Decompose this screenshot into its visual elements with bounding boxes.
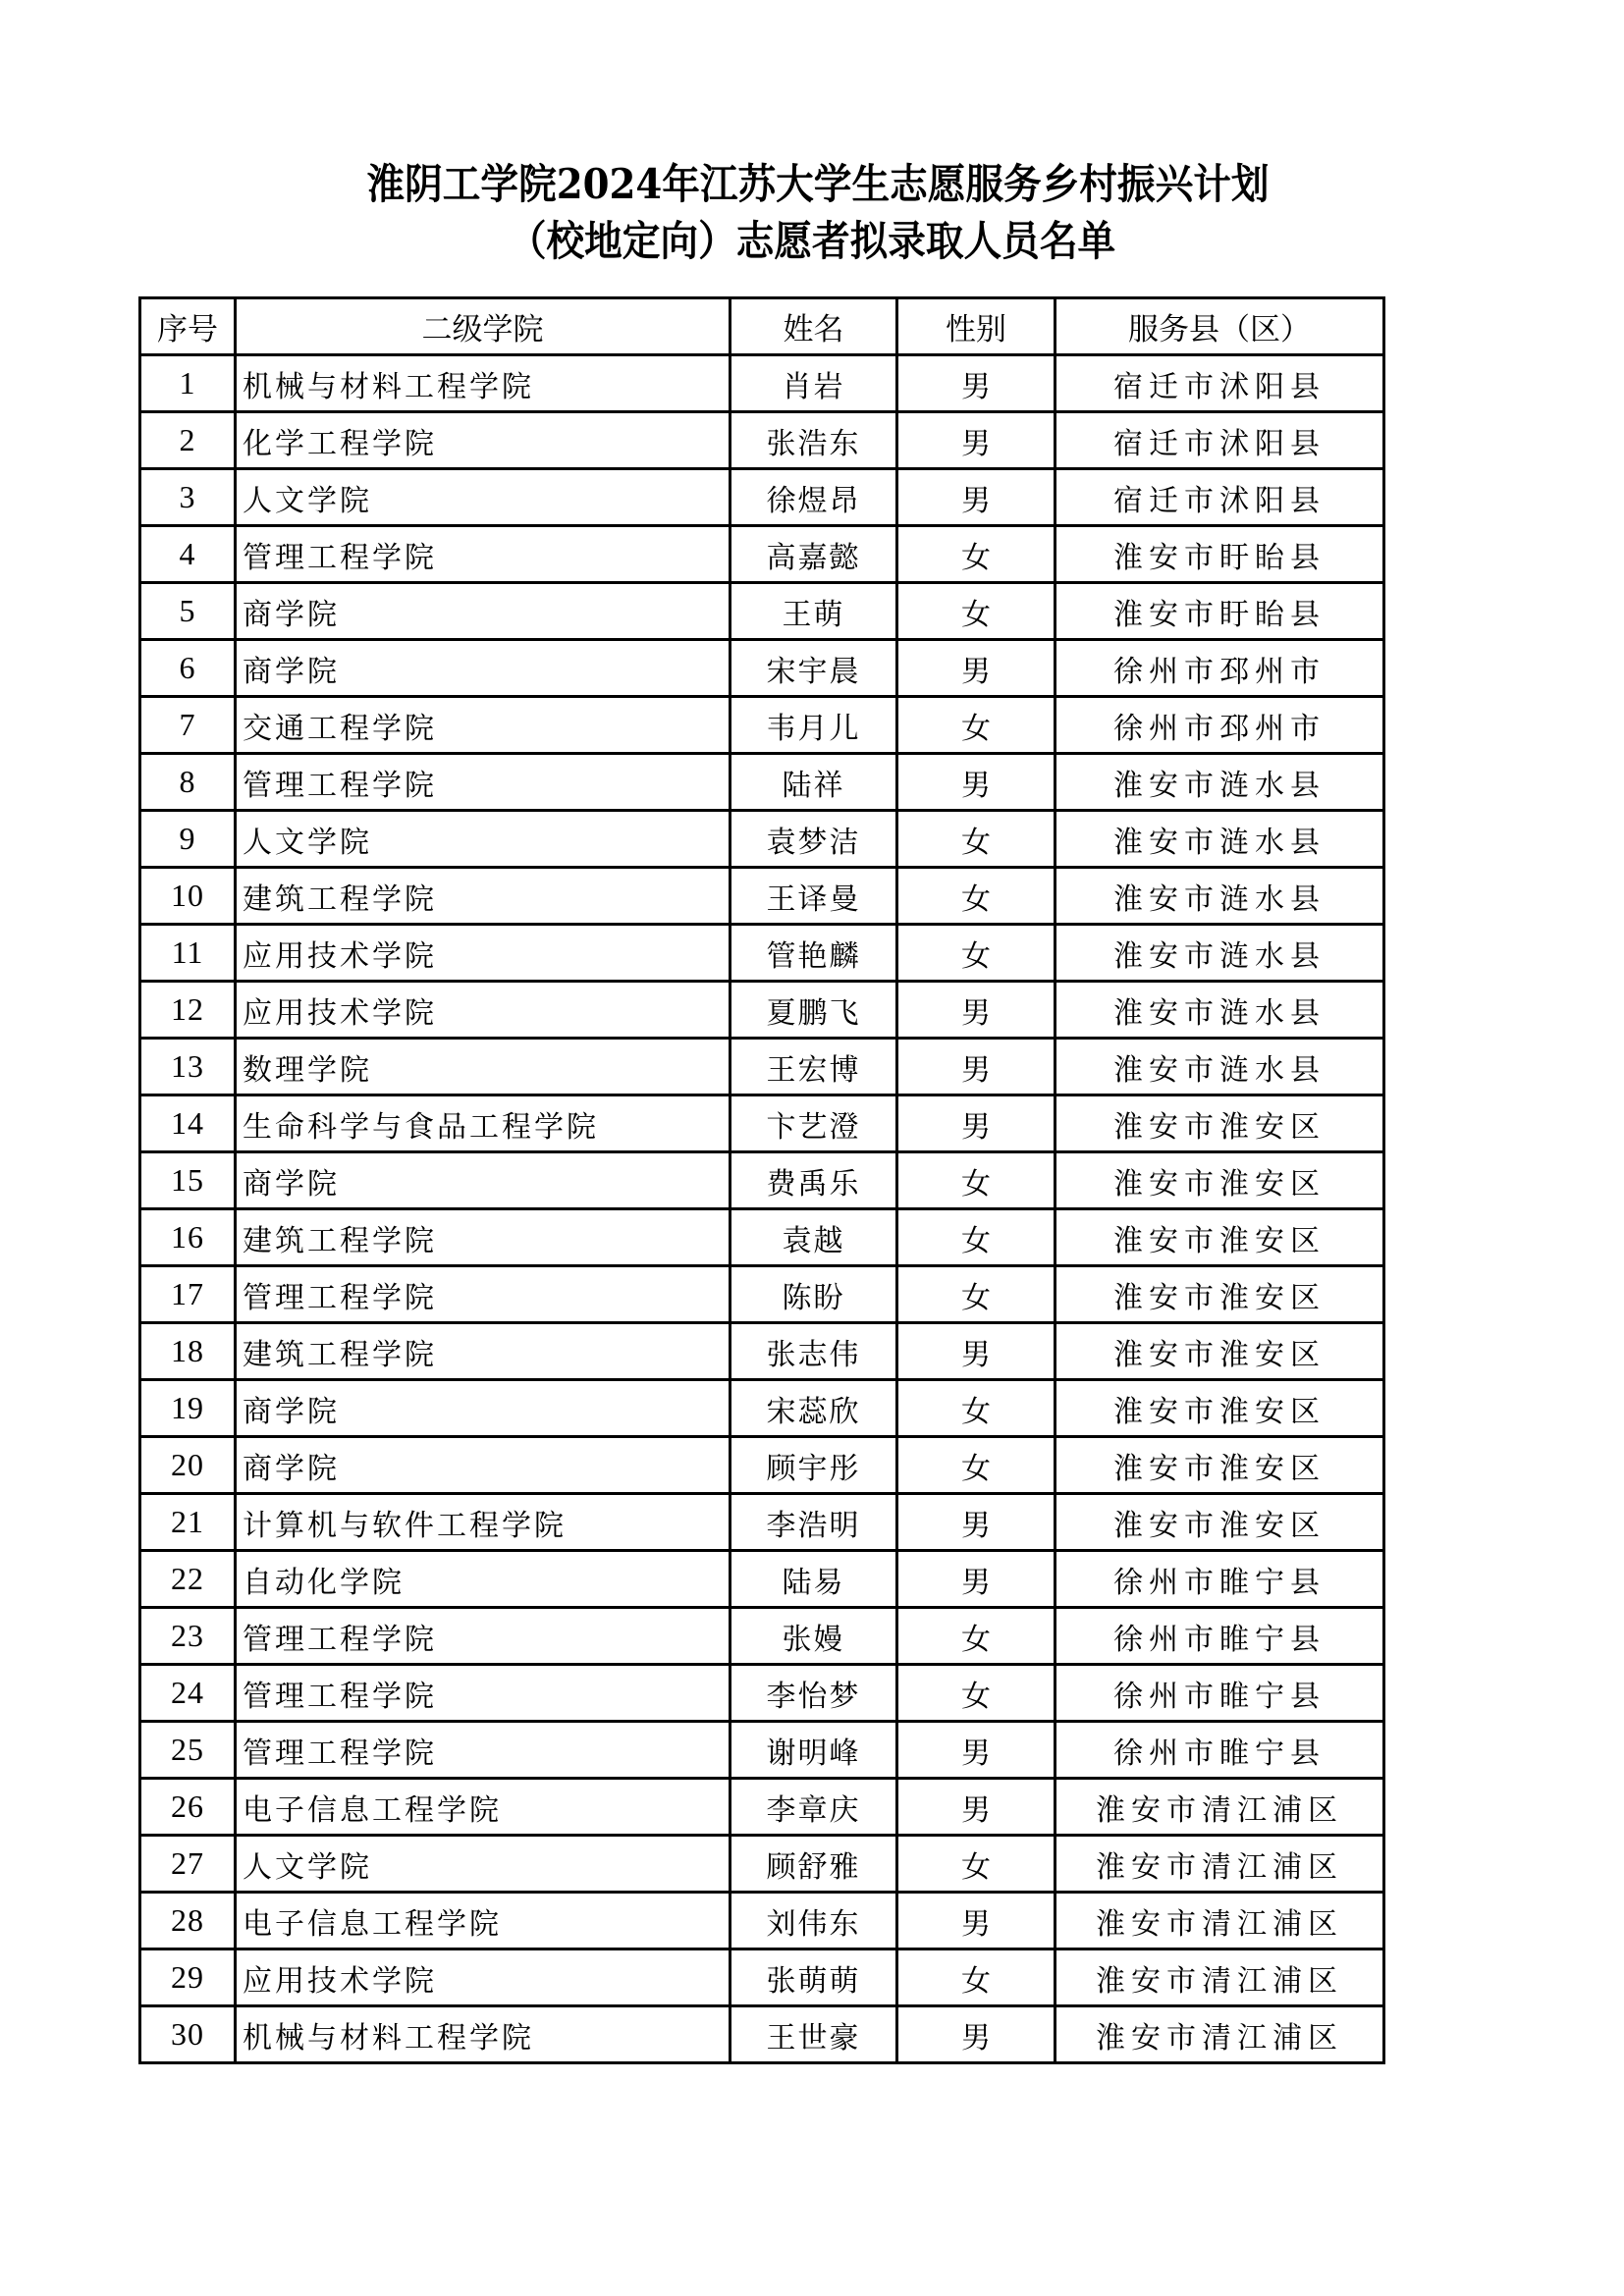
college-cell: 应用技术学院	[236, 982, 731, 1039]
college-cell: 机械与材料工程学院	[236, 355, 731, 412]
county-cell: 徐州市邳州市	[1056, 697, 1384, 754]
county-cell: 徐州市睢宁县	[1056, 1665, 1384, 1722]
county-cell: 淮安市清江浦区	[1056, 1893, 1384, 1949]
serial-number-cell: 4	[140, 526, 236, 583]
serial-number-cell: 24	[140, 1665, 236, 1722]
title-line-1: 淮阴工学院2024年江苏大学生志愿服务乡村振兴计划	[366, 160, 1270, 208]
gender-cell: 男	[897, 355, 1056, 412]
college-cell: 机械与材料工程学院	[236, 2006, 731, 2063]
county-cell: 淮安市清江浦区	[1056, 2006, 1384, 2063]
college-cell: 商学院	[236, 1437, 731, 1494]
county-cell: 宿迁市沭阳县	[1056, 469, 1384, 526]
name-cell: 徐煜昂	[731, 469, 897, 526]
gender-cell: 女	[897, 583, 1056, 640]
table-row	[140, 754, 1384, 811]
serial-number-cell: 23	[140, 1608, 236, 1665]
title-line-2: （校地定向）志愿者拟录取人员名单	[508, 217, 1116, 265]
table-row	[140, 2006, 1384, 2063]
county-cell: 徐州市睢宁县	[1056, 1551, 1384, 1608]
table-row	[140, 1266, 1384, 1323]
college-cell: 管理工程学院	[236, 754, 731, 811]
serial-number-cell: 10	[140, 868, 236, 925]
table-row	[140, 355, 1384, 412]
name-cell: 顾宇彤	[731, 1437, 897, 1494]
table-row	[140, 412, 1384, 469]
name-cell: 王宏博	[731, 1039, 897, 1095]
county-cell: 淮安市淮安区	[1056, 1209, 1384, 1266]
table-row	[140, 1152, 1384, 1209]
gender-cell: 女	[897, 1949, 1056, 2006]
table-row	[140, 1039, 1384, 1095]
name-cell: 李浩明	[731, 1494, 897, 1551]
table-row	[140, 640, 1384, 697]
table-row	[140, 1665, 1384, 1722]
table-row	[140, 583, 1384, 640]
table-row	[140, 1893, 1384, 1949]
gender-cell: 女	[897, 697, 1056, 754]
name-cell: 李怡梦	[731, 1665, 897, 1722]
gender-cell: 男	[897, 1893, 1056, 1949]
college-cell: 交通工程学院	[236, 697, 731, 754]
county-cell: 宿迁市沭阳县	[1056, 355, 1384, 412]
college-cell: 商学院	[236, 583, 731, 640]
county-cell: 淮安市涟水县	[1056, 1039, 1384, 1095]
serial-number-cell: 1	[140, 355, 236, 412]
table-row	[140, 1380, 1384, 1437]
gender-cell: 男	[897, 982, 1056, 1039]
name-cell: 张嫚	[731, 1608, 897, 1665]
table-row	[140, 868, 1384, 925]
table-row	[140, 1779, 1384, 1836]
gender-cell: 女	[897, 868, 1056, 925]
college-cell: 电子信息工程学院	[236, 1779, 731, 1836]
serial-number-cell: 8	[140, 754, 236, 811]
county-cell: 淮安市盱眙县	[1056, 526, 1384, 583]
serial-number-cell: 28	[140, 1893, 236, 1949]
admission-list-table	[138, 296, 1385, 2064]
serial-number-cell: 21	[140, 1494, 236, 1551]
serial-number-cell: 5	[140, 583, 236, 640]
name-cell: 张萌萌	[731, 1949, 897, 2006]
serial-number-cell: 18	[140, 1323, 236, 1380]
college-cell: 生命科学与食品工程学院	[236, 1095, 731, 1152]
college-cell: 建筑工程学院	[236, 1209, 731, 1266]
table-row	[140, 697, 1384, 754]
header-name: 姓名	[731, 298, 897, 355]
county-cell: 淮安市淮安区	[1056, 1380, 1384, 1437]
gender-cell: 男	[897, 640, 1056, 697]
county-cell: 徐州市睢宁县	[1056, 1722, 1384, 1779]
table-header-row	[140, 298, 1384, 355]
college-cell: 建筑工程学院	[236, 1323, 731, 1380]
table-row	[140, 1494, 1384, 1551]
college-cell: 管理工程学院	[236, 1608, 731, 1665]
college-cell: 应用技术学院	[236, 925, 731, 982]
college-cell: 人文学院	[236, 811, 731, 868]
name-cell: 王译曼	[731, 868, 897, 925]
college-cell: 管理工程学院	[236, 1266, 731, 1323]
table-body	[140, 355, 1384, 2063]
name-cell: 陆易	[731, 1551, 897, 1608]
header-serial-number: 序号	[140, 298, 236, 355]
serial-number-cell: 22	[140, 1551, 236, 1608]
college-cell: 人文学院	[236, 1836, 731, 1893]
county-cell: 淮安市淮安区	[1056, 1494, 1384, 1551]
county-cell: 淮安市清江浦区	[1056, 1836, 1384, 1893]
name-cell: 韦月儿	[731, 697, 897, 754]
serial-number-cell: 14	[140, 1095, 236, 1152]
gender-cell: 女	[897, 1437, 1056, 1494]
college-cell: 管理工程学院	[236, 526, 731, 583]
document-title	[0, 157, 1624, 269]
name-cell: 谢明峰	[731, 1722, 897, 1779]
name-cell: 张浩东	[731, 412, 897, 469]
name-cell: 管艳麟	[731, 925, 897, 982]
name-cell: 陆祥	[731, 754, 897, 811]
serial-number-cell: 20	[140, 1437, 236, 1494]
gender-cell: 男	[897, 1494, 1056, 1551]
serial-number-cell: 6	[140, 640, 236, 697]
serial-number-cell: 30	[140, 2006, 236, 2063]
table-row	[140, 1722, 1384, 1779]
county-cell: 淮安市淮安区	[1056, 1323, 1384, 1380]
gender-cell: 女	[897, 526, 1056, 583]
name-cell: 王世豪	[731, 2006, 897, 2063]
gender-cell: 女	[897, 811, 1056, 868]
college-cell: 电子信息工程学院	[236, 1893, 731, 1949]
table-row	[140, 526, 1384, 583]
college-cell: 商学院	[236, 1380, 731, 1437]
table-row	[140, 811, 1384, 868]
table-row	[140, 1437, 1384, 1494]
gender-cell: 男	[897, 1722, 1056, 1779]
gender-cell: 男	[897, 2006, 1056, 2063]
gender-cell: 男	[897, 1095, 1056, 1152]
name-cell: 肖岩	[731, 355, 897, 412]
gender-cell: 女	[897, 1836, 1056, 1893]
serial-number-cell: 2	[140, 412, 236, 469]
name-cell: 费禹乐	[731, 1152, 897, 1209]
gender-cell: 女	[897, 925, 1056, 982]
name-cell: 袁越	[731, 1209, 897, 1266]
county-cell: 徐州市睢宁县	[1056, 1608, 1384, 1665]
gender-cell: 男	[897, 754, 1056, 811]
table-row	[140, 1949, 1384, 2006]
county-cell: 淮安市盱眙县	[1056, 583, 1384, 640]
name-cell: 宋宇晨	[731, 640, 897, 697]
table-row	[140, 982, 1384, 1039]
county-cell: 淮安市涟水县	[1056, 811, 1384, 868]
table-row	[140, 1836, 1384, 1893]
serial-number-cell: 13	[140, 1039, 236, 1095]
gender-cell: 男	[897, 1779, 1056, 1836]
serial-number-cell: 12	[140, 982, 236, 1039]
gender-cell: 男	[897, 1323, 1056, 1380]
name-cell: 夏鹏飞	[731, 982, 897, 1039]
name-cell: 顾舒雅	[731, 1836, 897, 1893]
college-cell: 应用技术学院	[236, 1949, 731, 2006]
serial-number-cell: 27	[140, 1836, 236, 1893]
header-gender: 性别	[897, 298, 1056, 355]
gender-cell: 女	[897, 1608, 1056, 1665]
table-row	[140, 1209, 1384, 1266]
county-cell: 淮安市淮安区	[1056, 1152, 1384, 1209]
county-cell: 宿迁市沭阳县	[1056, 412, 1384, 469]
serial-number-cell: 9	[140, 811, 236, 868]
college-cell: 计算机与软件工程学院	[236, 1494, 731, 1551]
gender-cell: 男	[897, 412, 1056, 469]
county-cell: 淮安市涟水县	[1056, 754, 1384, 811]
name-cell: 陈盼	[731, 1266, 897, 1323]
table-row	[140, 1095, 1384, 1152]
table-row	[140, 1551, 1384, 1608]
gender-cell: 女	[897, 1380, 1056, 1437]
college-cell: 化学工程学院	[236, 412, 731, 469]
gender-cell: 男	[897, 1551, 1056, 1608]
county-cell: 淮安市涟水县	[1056, 982, 1384, 1039]
name-cell: 高嘉懿	[731, 526, 897, 583]
gender-cell: 男	[897, 469, 1056, 526]
name-cell: 王萌	[731, 583, 897, 640]
college-cell: 管理工程学院	[236, 1722, 731, 1779]
table-row	[140, 469, 1384, 526]
name-cell: 刘伟东	[731, 1893, 897, 1949]
serial-number-cell: 26	[140, 1779, 236, 1836]
county-cell: 淮安市淮安区	[1056, 1437, 1384, 1494]
gender-cell: 男	[897, 1039, 1056, 1095]
name-cell: 卞艺澄	[731, 1095, 897, 1152]
college-cell: 自动化学院	[236, 1551, 731, 1608]
college-cell: 数理学院	[236, 1039, 731, 1095]
name-cell: 袁梦洁	[731, 811, 897, 868]
header-service-county: 服务县（区）	[1056, 298, 1384, 355]
county-cell: 淮安市清江浦区	[1056, 1779, 1384, 1836]
serial-number-cell: 29	[140, 1949, 236, 2006]
table-row	[140, 925, 1384, 982]
gender-cell: 女	[897, 1665, 1056, 1722]
name-cell: 李章庆	[731, 1779, 897, 1836]
gender-cell: 女	[897, 1266, 1056, 1323]
header-college: 二级学院	[236, 298, 731, 355]
name-cell: 张志伟	[731, 1323, 897, 1380]
serial-number-cell: 17	[140, 1266, 236, 1323]
table-row	[140, 1323, 1384, 1380]
college-cell: 管理工程学院	[236, 1665, 731, 1722]
serial-number-cell: 19	[140, 1380, 236, 1437]
table-row	[140, 1608, 1384, 1665]
college-cell: 建筑工程学院	[236, 868, 731, 925]
name-cell: 宋蕊欣	[731, 1380, 897, 1437]
county-cell: 淮安市淮安区	[1056, 1095, 1384, 1152]
county-cell: 淮安市清江浦区	[1056, 1949, 1384, 2006]
county-cell: 淮安市淮安区	[1056, 1266, 1384, 1323]
county-cell: 淮安市涟水县	[1056, 925, 1384, 982]
serial-number-cell: 25	[140, 1722, 236, 1779]
serial-number-cell: 15	[140, 1152, 236, 1209]
serial-number-cell: 11	[140, 925, 236, 982]
gender-cell: 女	[897, 1209, 1056, 1266]
college-cell: 人文学院	[236, 469, 731, 526]
serial-number-cell: 7	[140, 697, 236, 754]
serial-number-cell: 16	[140, 1209, 236, 1266]
serial-number-cell: 3	[140, 469, 236, 526]
gender-cell: 女	[897, 1152, 1056, 1209]
county-cell: 淮安市涟水县	[1056, 868, 1384, 925]
college-cell: 商学院	[236, 1152, 731, 1209]
county-cell: 徐州市邳州市	[1056, 640, 1384, 697]
college-cell: 商学院	[236, 640, 731, 697]
